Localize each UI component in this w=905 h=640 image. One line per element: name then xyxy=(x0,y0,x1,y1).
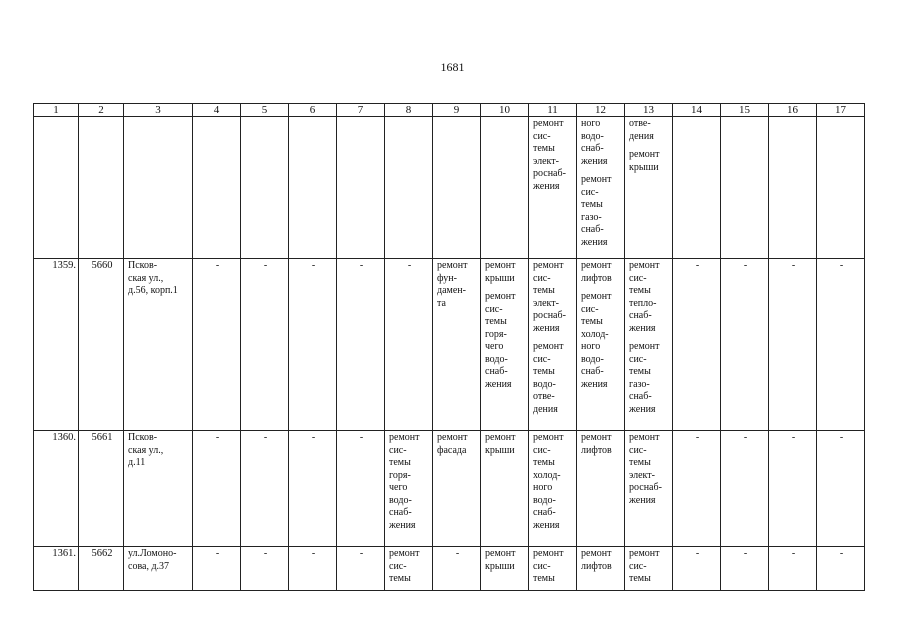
work-item xyxy=(581,260,622,285)
text-line: темы xyxy=(389,573,411,584)
row-number xyxy=(34,117,79,259)
text-line: лифтов xyxy=(581,272,612,284)
address-cell xyxy=(124,547,193,591)
text-line: сис- xyxy=(389,444,407,456)
column-number: 6 xyxy=(289,104,337,117)
building-code: 5661 xyxy=(79,431,124,547)
text-line: ремонт xyxy=(629,432,660,443)
value-cell-col-15: - xyxy=(721,431,769,547)
text-line: чего xyxy=(485,341,504,352)
text-line: жения xyxy=(629,322,656,334)
table-row xyxy=(34,259,865,431)
work-cell-col-13 xyxy=(625,259,673,431)
work-cell-col-8 xyxy=(385,431,433,547)
value-cell-col-17: - xyxy=(817,547,865,591)
column-number: 9 xyxy=(433,104,481,117)
text-line: крыши xyxy=(485,560,515,572)
work-item xyxy=(533,432,574,532)
text-line: Псков- xyxy=(128,260,158,271)
value-cell-col-17: - xyxy=(817,431,865,547)
text-line: темы xyxy=(629,285,651,296)
text-line: сис- xyxy=(629,560,647,572)
text-line: жения xyxy=(533,519,560,531)
text-line: снаб- xyxy=(629,391,652,402)
text-line: ного xyxy=(581,118,601,129)
text-line: снаб- xyxy=(485,366,508,377)
text-line: ного xyxy=(581,341,601,352)
text-line: элект- xyxy=(629,469,655,481)
text-line: водо- xyxy=(533,494,556,506)
text-line: крыши xyxy=(485,272,515,284)
text-line: сова, д.37 xyxy=(128,560,170,572)
work-cell-col-9 xyxy=(433,259,481,431)
text-line: сис- xyxy=(581,186,599,198)
column-number: 12 xyxy=(577,104,625,117)
text-line: ремонт xyxy=(389,548,420,559)
text-line: снаб- xyxy=(629,310,652,321)
text-line: холод- xyxy=(581,328,609,340)
text-line: ремонт xyxy=(437,260,468,271)
address-cell xyxy=(124,259,193,431)
text-line: лифтов xyxy=(581,560,612,572)
text-line: сис- xyxy=(533,353,551,365)
text-line: ремонт xyxy=(581,260,612,271)
text-line: жения xyxy=(581,236,608,248)
column-number: 4 xyxy=(193,104,241,117)
text-line: фун- xyxy=(437,272,457,284)
text-line: ремонт xyxy=(629,149,660,160)
work-item xyxy=(437,432,478,457)
text-line: сис- xyxy=(533,444,551,456)
text-line: темы xyxy=(533,143,555,154)
text-line: элект- xyxy=(533,155,559,167)
text-line: снаб- xyxy=(581,366,604,377)
text-line: ремонт xyxy=(485,548,516,559)
text-line: водо- xyxy=(581,353,604,365)
value-cell-col-7 xyxy=(337,117,385,259)
work-item xyxy=(581,291,622,391)
text-line: та xyxy=(437,297,446,309)
column-number: 5 xyxy=(241,104,289,117)
text-line: сис- xyxy=(629,272,647,284)
text-line: сис- xyxy=(629,353,647,365)
text-line: снаб- xyxy=(581,143,604,154)
value-cell-col-15: - xyxy=(721,547,769,591)
text-line: ская ул., xyxy=(128,444,164,456)
work-cell-col-13 xyxy=(625,547,673,591)
text-line: жения xyxy=(485,378,512,390)
work-cell-col-12 xyxy=(577,259,625,431)
text-line: ремонт xyxy=(533,118,564,129)
text-line: ремонт xyxy=(581,174,612,185)
text-line: темы xyxy=(581,316,603,327)
column-number-row xyxy=(34,104,865,117)
text-line: ремонт xyxy=(629,548,660,559)
work-item xyxy=(533,260,574,335)
value-cell-col-5: - xyxy=(241,431,289,547)
building-code: 5660 xyxy=(79,259,124,431)
work-cell-col-13 xyxy=(625,431,673,547)
work-item xyxy=(629,118,670,143)
text-line: роснаб- xyxy=(533,168,566,179)
work-item xyxy=(581,174,622,249)
column-number: 11 xyxy=(529,104,577,117)
value-cell-col-7: - xyxy=(337,259,385,431)
value-cell-col-16: - xyxy=(769,259,817,431)
value-cell-col-5: - xyxy=(241,259,289,431)
work-item xyxy=(581,548,622,573)
table-row xyxy=(34,547,865,591)
work-item xyxy=(629,260,670,335)
text-line: ремонт xyxy=(533,548,564,559)
value-cell-col-9: - xyxy=(433,547,481,591)
text-line: ремонт xyxy=(533,260,564,271)
text-line: темы xyxy=(581,199,603,210)
text-line: ская ул., xyxy=(128,272,164,284)
work-cell-col-12 xyxy=(577,547,625,591)
work-item xyxy=(389,432,430,532)
work-item xyxy=(485,548,526,573)
work-item xyxy=(485,432,526,457)
work-cell-col-12 xyxy=(577,117,625,259)
text-line: темы xyxy=(629,366,651,377)
text-line: ремонт xyxy=(581,432,612,443)
text-line: водо- xyxy=(485,353,508,365)
value-cell-col-17 xyxy=(817,117,865,259)
column-number: 1 xyxy=(34,104,79,117)
work-item xyxy=(389,548,430,586)
text-line: темы xyxy=(629,457,651,468)
column-number: 8 xyxy=(385,104,433,117)
value-cell-col-6: - xyxy=(289,431,337,547)
value-cell-col-7: - xyxy=(337,547,385,591)
value-cell-col-16: - xyxy=(769,431,817,547)
text-line: снаб- xyxy=(581,224,604,235)
text-line: жения xyxy=(533,322,560,334)
text-line: крыши xyxy=(485,444,515,456)
text-line: отве- xyxy=(629,118,651,129)
work-cell-col-10 xyxy=(481,259,529,431)
work-item xyxy=(629,149,670,174)
text-line: снаб- xyxy=(389,507,412,518)
text-line: сис- xyxy=(533,130,551,142)
text-line: ного xyxy=(533,482,553,493)
text-line: темы xyxy=(389,457,411,468)
work-cell-col-11 xyxy=(529,547,577,591)
value-cell-col-6: - xyxy=(289,547,337,591)
text-line: ремонт xyxy=(581,548,612,559)
text-line: ремонт xyxy=(581,291,612,302)
value-cell-col-5: - xyxy=(241,547,289,591)
text-line: сис- xyxy=(533,272,551,284)
value-cell-col-14: - xyxy=(673,431,721,547)
text-line: газо- xyxy=(629,378,650,390)
work-cell-col-10 xyxy=(481,117,529,259)
work-cell-col-8 xyxy=(385,117,433,259)
text-line: снаб- xyxy=(533,507,556,518)
value-cell-col-5 xyxy=(241,117,289,259)
text-line: чего xyxy=(389,482,408,493)
column-number: 10 xyxy=(481,104,529,117)
value-cell-col-16: - xyxy=(769,547,817,591)
work-item xyxy=(437,260,478,310)
value-cell-col-15: - xyxy=(721,259,769,431)
text-line: жения xyxy=(533,180,560,192)
work-cell-col-10 xyxy=(481,431,529,547)
work-cell-col-8 xyxy=(385,547,433,591)
text-line: водо- xyxy=(533,378,556,390)
column-number: 16 xyxy=(769,104,817,117)
text-line: тепло- xyxy=(629,297,657,309)
work-item xyxy=(533,118,574,193)
value-cell-col-4: - xyxy=(193,431,241,547)
value-cell-col-14 xyxy=(673,117,721,259)
address-cell xyxy=(124,117,193,259)
row-number: 1361. xyxy=(34,547,79,591)
text-line: сис- xyxy=(389,560,407,572)
work-item xyxy=(533,341,574,416)
work-cell-col-11 xyxy=(529,259,577,431)
text-line: ул.Ломоно- xyxy=(128,548,177,559)
value-cell-col-8: - xyxy=(385,259,433,431)
column-number: 17 xyxy=(817,104,865,117)
column-number: 13 xyxy=(625,104,673,117)
text-line: фасада xyxy=(437,444,467,456)
value-cell-col-7: - xyxy=(337,431,385,547)
value-cell-col-6 xyxy=(289,117,337,259)
page-number: 1681 xyxy=(440,60,465,74)
text-line: д.56, корп.1 xyxy=(128,285,178,296)
text-line: дения xyxy=(533,403,558,415)
work-item xyxy=(629,341,670,416)
work-item xyxy=(581,118,622,168)
column-number: 14 xyxy=(673,104,721,117)
text-line: отве- xyxy=(533,391,555,402)
work-item xyxy=(629,548,670,586)
text-line: темы xyxy=(533,457,555,468)
text-line: жения xyxy=(629,403,656,415)
value-cell-col-14: - xyxy=(673,259,721,431)
work-item xyxy=(485,291,526,391)
value-cell-col-15 xyxy=(721,117,769,259)
building-code: 5662 xyxy=(79,547,124,591)
work-cell-col-10 xyxy=(481,547,529,591)
text-line: жения xyxy=(581,378,608,390)
text-line: дения xyxy=(629,130,654,142)
text-line: ремонт xyxy=(629,260,660,271)
text-line: темы xyxy=(533,366,555,377)
text-line: горя- xyxy=(485,328,507,340)
value-cell-col-4: - xyxy=(193,259,241,431)
work-cell-col-11 xyxy=(529,431,577,547)
table-row xyxy=(34,431,865,547)
work-cell-col-11 xyxy=(529,117,577,259)
text-line: дамен- xyxy=(437,285,466,296)
value-cell-col-16 xyxy=(769,117,817,259)
text-line: Псков- xyxy=(128,432,158,443)
column-number: 2 xyxy=(79,104,124,117)
text-line: газо- xyxy=(581,211,602,223)
value-cell-col-4 xyxy=(193,117,241,259)
work-item xyxy=(629,432,670,507)
text-line: водо- xyxy=(389,494,412,506)
text-line: водо- xyxy=(581,130,604,142)
text-line: темы xyxy=(629,573,651,584)
work-item xyxy=(581,432,622,457)
work-item xyxy=(533,548,574,586)
column-number: 7 xyxy=(337,104,385,117)
work-item xyxy=(485,260,526,285)
text-line: сис- xyxy=(629,444,647,456)
value-cell-col-4: - xyxy=(193,547,241,591)
text-line: темы xyxy=(485,316,507,327)
value-cell-col-6: - xyxy=(289,259,337,431)
text-line: элект- xyxy=(533,297,559,309)
text-line: лифтов xyxy=(581,444,612,456)
text-line: темы xyxy=(533,285,555,296)
work-cell-col-13 xyxy=(625,117,673,259)
text-line: ремонт xyxy=(437,432,468,443)
row-number: 1360. xyxy=(34,431,79,547)
text-line: сис- xyxy=(485,303,503,315)
text-line: темы xyxy=(533,573,555,584)
building-code xyxy=(79,117,124,259)
text-line: крыши xyxy=(629,161,659,173)
text-line: сис- xyxy=(581,303,599,315)
text-line: ремонт xyxy=(533,432,564,443)
address-cell xyxy=(124,431,193,547)
text-line: ремонт xyxy=(485,432,516,443)
row-number: 1359. xyxy=(34,259,79,431)
value-cell-col-14: - xyxy=(673,547,721,591)
table-row xyxy=(34,117,865,259)
text-line: ремонт xyxy=(629,341,660,352)
text-line: ремонт xyxy=(533,341,564,352)
work-cell-col-9 xyxy=(433,431,481,547)
column-number: 3 xyxy=(124,104,193,117)
repair-schedule-table xyxy=(33,103,865,591)
text-line: сис- xyxy=(533,560,551,572)
text-line: холод- xyxy=(533,469,561,481)
text-line: жения xyxy=(629,494,656,506)
text-line: ремонт xyxy=(485,260,516,271)
text-line: горя- xyxy=(389,469,411,481)
text-line: роснаб- xyxy=(629,482,662,493)
text-line: ремонт xyxy=(389,432,420,443)
column-number: 15 xyxy=(721,104,769,117)
text-line: жения xyxy=(581,155,608,167)
text-line: ремонт xyxy=(485,291,516,302)
text-line: роснаб- xyxy=(533,310,566,321)
value-cell-col-17: - xyxy=(817,259,865,431)
text-line: д.11 xyxy=(128,457,146,468)
work-cell-col-9 xyxy=(433,117,481,259)
work-cell-col-12 xyxy=(577,431,625,547)
text-line: жения xyxy=(389,519,416,531)
